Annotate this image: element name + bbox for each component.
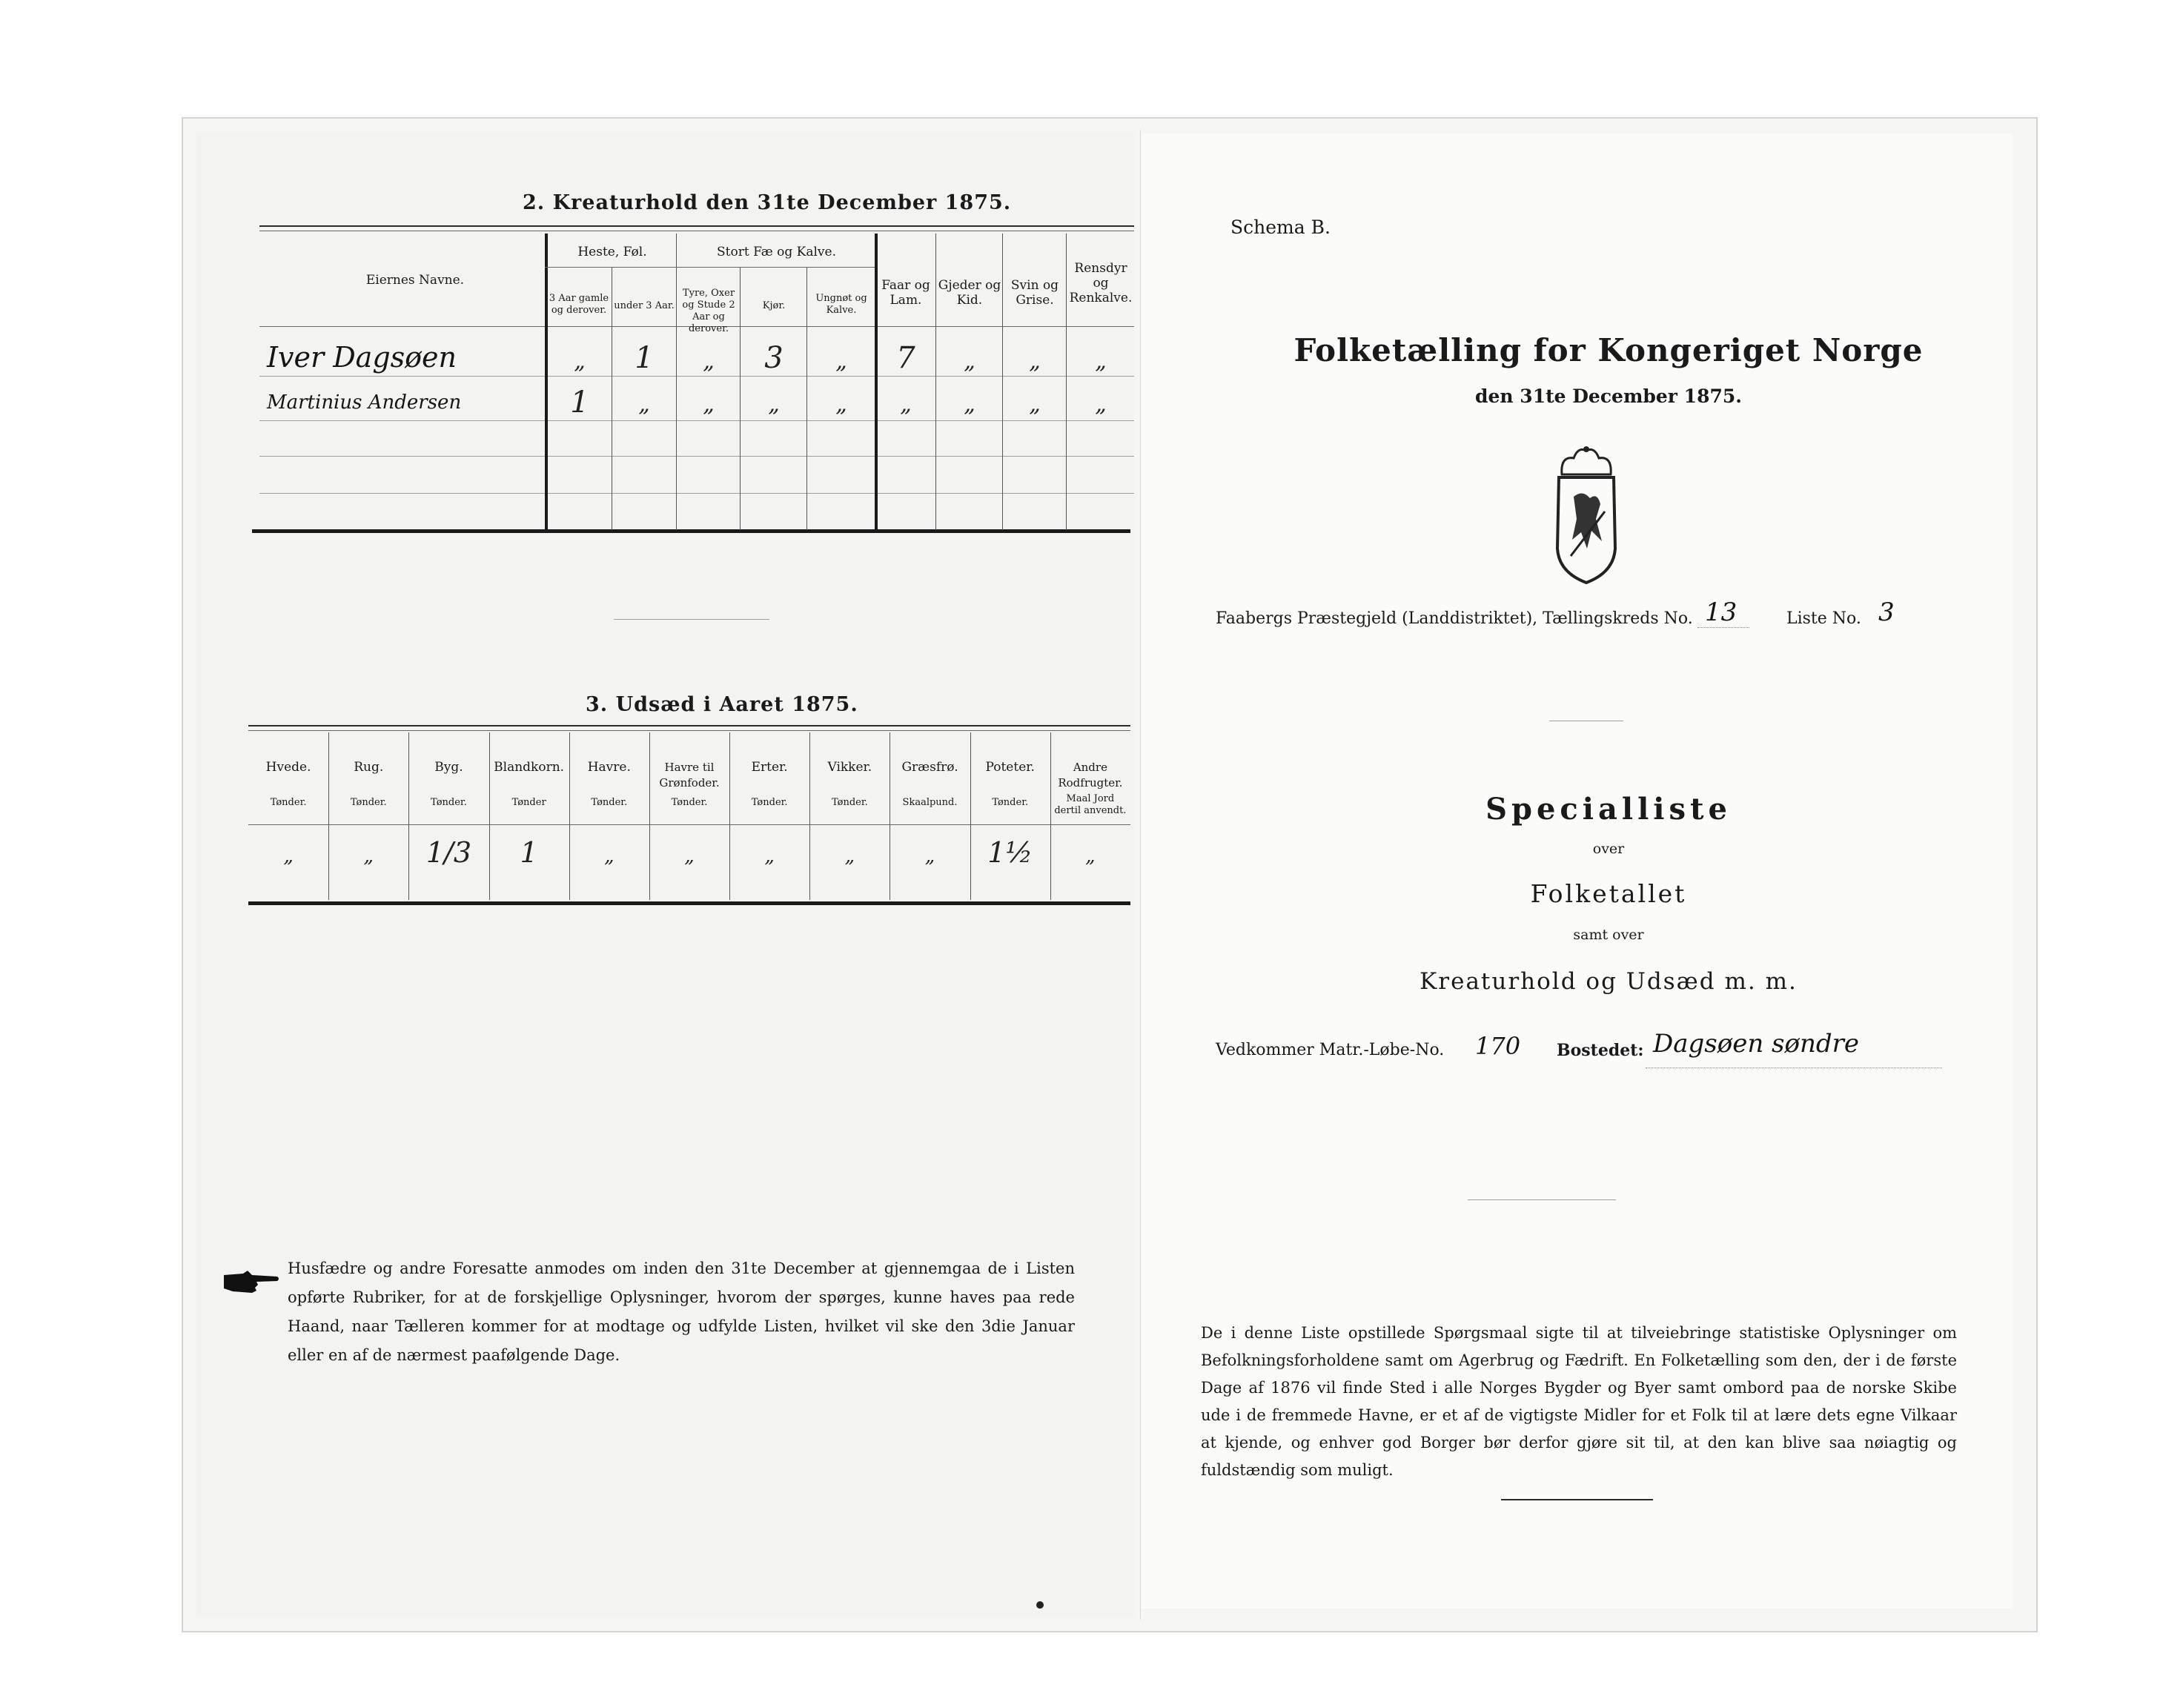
seed-col-header: Andre Rodfrugter. <box>1058 761 1123 790</box>
list-label: Liste No. <box>1786 609 1861 628</box>
seed-header-bottom <box>248 824 1130 825</box>
seed-col-unit: Tønder <box>511 797 546 808</box>
short-rule <box>1468 1199 1616 1200</box>
ink-dot <box>1036 1601 1044 1609</box>
seed-col-unit: Maal Jord dertil anvendt. <box>1054 793 1127 816</box>
pointing-hand-icon <box>222 1269 280 1294</box>
group-subrule <box>545 267 875 268</box>
seed-col-line <box>1050 732 1051 900</box>
seed-col-unit: Tønder. <box>831 797 868 808</box>
samt-over-text: samt over <box>1573 927 1644 943</box>
district-blank <box>1697 627 1749 628</box>
seed-col-header: Byg. <box>434 760 463 775</box>
seed-col-unit: Tønder. <box>431 797 467 808</box>
seed-col-unit: Skaalpund. <box>902 797 958 808</box>
row-line <box>259 420 1134 421</box>
seed-col-line <box>729 732 730 900</box>
cell: „ <box>1095 348 1107 374</box>
seed-col-unit: Tønder. <box>992 797 1029 808</box>
bosted-label: Bostedet: <box>1557 1041 1644 1060</box>
cell: „ <box>900 391 912 417</box>
seed-col-line <box>809 732 810 900</box>
seed-cell: 1 <box>520 836 538 869</box>
col-heste-gamle: 3 Aar gamle og derover. <box>549 293 609 316</box>
seed-col-line <box>328 732 329 900</box>
col-line <box>545 234 548 532</box>
matr-number: 170 <box>1475 1032 1521 1060</box>
col-svin: Svin og Grise. <box>1010 278 1059 308</box>
col-heste-under: under 3 Aar. <box>614 300 675 311</box>
seed-cell: „ <box>764 845 775 867</box>
seed-col-header: Græsfrø. <box>901 760 958 775</box>
seed-col-unit: Tønder. <box>751 797 788 808</box>
seed-col-unit: Tønder. <box>350 797 387 808</box>
seed-col-line <box>649 732 650 900</box>
seed-cell: „ <box>684 845 695 867</box>
col-line <box>1066 234 1067 530</box>
livestock-title: 2. Kreaturhold den 31te December 1875. <box>523 191 1012 214</box>
seed-col-unit: Tønder. <box>591 797 628 808</box>
cell: „ <box>703 348 715 374</box>
cell: „ <box>835 391 847 417</box>
seed-col-header: Vikker. <box>827 760 872 775</box>
district-label: Faabergs Præstegjeld (Landdistriktet), Tællingskreds No. <box>1216 609 1693 628</box>
seed-cell: „ <box>844 845 855 867</box>
specialliste-title: Specialliste <box>1485 792 1732 827</box>
col-line <box>806 267 807 530</box>
separator-rule <box>614 619 769 620</box>
cell: „ <box>1029 348 1041 374</box>
cell: 7 <box>896 341 915 375</box>
livestock-top-rule <box>259 225 1134 227</box>
seed-cell: 1½ <box>987 836 1033 869</box>
census-date: den 31te December 1875. <box>1475 385 1742 407</box>
folketallet-text: Folketallet <box>1530 879 1687 908</box>
row-line <box>259 376 1134 377</box>
owner-name: Iver Dagsøen <box>267 341 457 374</box>
col-rensdyr: Rensdyr og Renkalve. <box>1069 261 1133 305</box>
col-tyre: Tyre, Oxer og Stude 2 Aar og derover. <box>682 288 735 334</box>
col-kjer: Kjør. <box>762 300 786 311</box>
over-text: over <box>1592 841 1625 857</box>
seed-col-header: Hvede. <box>265 760 311 775</box>
seed-col-header: Havre. <box>587 760 631 775</box>
col-line <box>676 234 677 530</box>
cell: 1 <box>570 385 589 420</box>
seed-title: 3. Udsæd i Aaret 1875. <box>586 693 858 716</box>
seed-col-line <box>408 732 409 900</box>
cell: „ <box>835 348 847 374</box>
district-number: 13 <box>1705 598 1738 627</box>
cell: 1 <box>635 341 654 375</box>
seed-cell: „ <box>604 845 615 867</box>
seed-bottom-rule <box>248 901 1130 905</box>
col-gjeder: Gjeder og Kid. <box>938 278 1001 308</box>
col-line <box>935 234 936 530</box>
cell: „ <box>1029 391 1041 417</box>
cell: „ <box>638 391 650 417</box>
seed-col-header: Havre til Grønfoder. <box>659 761 720 790</box>
seed-top-rule <box>248 725 1130 726</box>
seed-col-line <box>970 732 971 900</box>
matr-label: Vedkommer Matr.-Løbe-No. <box>1216 1041 1445 1059</box>
notice-text: Husfædre og andre Foresatte anmodes om inden den 31te December at gjennemgaa de i Listen opførte Rubriker, for at de forskjellige Oplysninger, hvorom der spørges, kunne haves paa rede Haand, naar Tælleren kommer for at modtage og udfylde Listen, hvilket vil ske den 3die Januar eller en af de nærmest paafølgende Dage. <box>288 1260 1075 1364</box>
seed-cell: „ <box>283 845 294 867</box>
seed-col-header: Poteter. <box>985 760 1035 775</box>
col-line <box>740 267 741 530</box>
cell: „ <box>768 391 780 417</box>
col-ungnot: Ungnøt og Kalve. <box>815 293 867 316</box>
seed-col-header: Blandkorn. <box>494 760 565 775</box>
seed-col-unit: Tønder. <box>671 797 708 808</box>
cell: „ <box>964 391 975 417</box>
page-fold <box>1140 130 1141 1620</box>
bosted-value: Dagsøen søndre <box>1653 1029 1859 1059</box>
cell: „ <box>964 348 975 374</box>
footer-text: De i denne Liste opstillede Spørgsmaal sigte til at tilveiebringe statistiske Oplysninger om Befolkningsforholdene samt om Agerbrug og Fædrift. En Folketælling som den, der i de første Dage af 1876 vil finde Sted i alle Norges Bygder og Byer samt ombord paa de norske Skibe ude i de fremmede Havne, er et af de vigtigste Midler for et Folk til at lære dets egne Vilkaar at kjende, og enhver god Borger bør derfor gjøre sit til, at den kan blive saa nøiagtig og fuldstændig som muligt. <box>1201 1324 1957 1479</box>
livestock-bottom-rule <box>252 529 1130 533</box>
row-line <box>259 456 1134 457</box>
owner-name: Martinius Andersen <box>267 391 462 414</box>
cell: „ <box>703 391 715 417</box>
heste-group-header: Heste, Føl. <box>577 245 647 259</box>
seed-col-header: Erter. <box>751 760 788 775</box>
col-faar: Faar og Lam. <box>881 278 930 308</box>
seed-col-unit: Tønder. <box>270 797 307 808</box>
list-number: 3 <box>1878 598 1895 627</box>
stortfae-group-header: Stort Fæ og Kalve. <box>717 245 836 259</box>
cell: „ <box>574 348 586 374</box>
census-title: Folketælling for Kongeriget Norge <box>1293 332 1924 368</box>
end-rule <box>1501 1499 1653 1500</box>
cell: 3 <box>764 341 784 375</box>
col-line <box>1002 234 1003 530</box>
seed-cell: „ <box>924 845 935 867</box>
seed-cell: „ <box>1085 845 1096 867</box>
seed-col-line <box>489 732 490 900</box>
seed-col-line <box>569 732 570 900</box>
seed-top-rule-2 <box>248 730 1130 731</box>
row-line <box>259 493 1134 494</box>
cell: „ <box>1095 391 1107 417</box>
owner-col-header: Eiernes Navne. <box>365 273 465 288</box>
seed-col-header: Rug. <box>354 760 384 775</box>
schema-label: Schema B. <box>1230 216 1331 238</box>
seed-cell: 1/3 <box>425 836 472 869</box>
seed-cell: „ <box>363 845 374 867</box>
kreaturhold-text: Kreaturhold og Udsæd m. m. <box>1420 968 1798 995</box>
coat-of-arms-icon <box>1546 445 1627 586</box>
